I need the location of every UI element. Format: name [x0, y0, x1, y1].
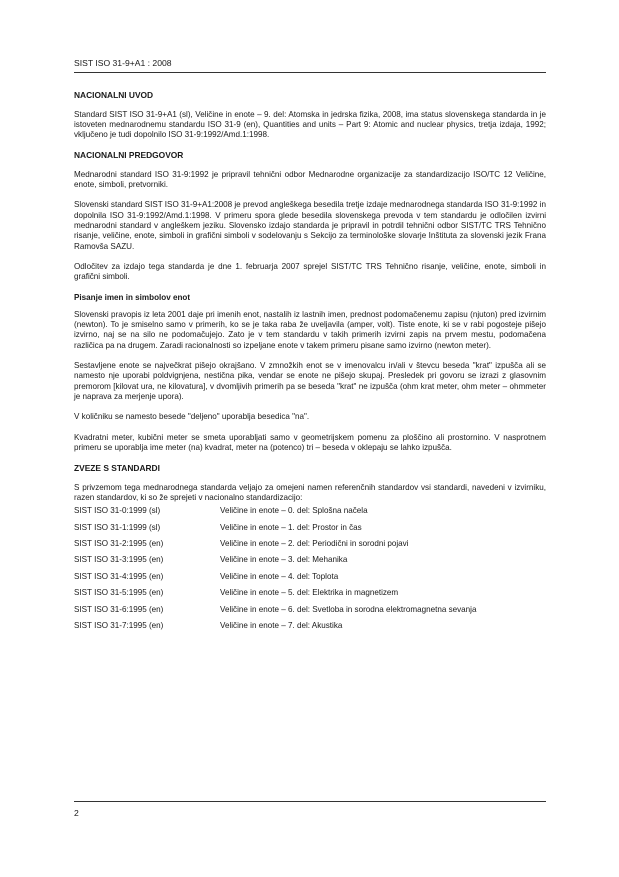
page-number: 2	[74, 808, 79, 818]
standard-title: Veličine in enote – 6. del: Svetloba in sorodna elektromagnetna sevanja	[220, 604, 477, 614]
standard-row	[74, 539, 546, 555]
standard-row	[74, 621, 546, 637]
pisanje-paragraph-2: Sestavljene enote se največkrat pišejo okrajšano. V zmnožkih enot se v imenovalcu in/ali v števcu beseda "krat" izpušča ali se namesto nje uporabi poldvignjena, nestična pika, vendar se enote ne pišejo skupaj. Presledek pri govoru se izrazi z glasovnim premorom [kilovat ura, ne kilovatura], v dvomljivih primerih pa se beseda "krat" ne izpušča (ohm krat meter, ohm meter – ohmmeter je naprava za merjenje upora).	[74, 361, 546, 401]
running-header: SIST ISO 31-9+A1 : 2008	[74, 58, 172, 68]
standard-row	[74, 588, 546, 604]
pisanje-paragraph-4: Kvadratni meter, kubični meter se smeta uporabljati samo v geometrijskem pomenu za ploščino ali prostornino. V nasprotnem primeru se uporablja ime meter (na) kvadrat, meter na (potenco) tri – beseda v oklepaju se lahko izpušča.	[74, 432, 546, 452]
standard-title: Veličine in enote – 7. del: Akustika	[220, 620, 343, 630]
heading-pisanje-imen: Pisanje imen in simbolov enot	[74, 292, 191, 302]
pisanje-paragraph-1: Slovenski pravopis iz leta 2001 daje pri imenih enot, nastalih iz lastnih imen, prednost podomačenemu zapisu (njuton) pred izvirnim (newton). To je smiselno samo v primerih, ko se je taka raba že uveljavila (amper, volt). Tiste enote, ki se v rabi pogosteje pišejo izvirno, naj se na silo ne podomačujejo. Zato je v tem standardu v takih primerih izvirni zapis na prvem mestu, podomačena različica pa na drugem. Zaradi racionalnosti so izpeljane enote v takem primeru pisane samo izvirno (newton meter).	[74, 309, 546, 350]
heading-nacionalni-uvod: NACIONALNI UVOD	[74, 90, 154, 100]
footer-divider	[74, 801, 546, 802]
standard-row	[74, 506, 546, 522]
standard-row	[74, 555, 546, 571]
heading-nacionalni-predgovor: NACIONALNI PREDGOVOR	[74, 150, 184, 161]
standard-code: SIST ISO 31-1:1999 (sl)	[74, 522, 161, 532]
heading-zveze-s-standardi: ZVEZE S STANDARDI	[74, 463, 160, 474]
standard-code: SIST ISO 31-7:1995 (en)	[74, 620, 164, 630]
standard-row	[74, 572, 546, 588]
standard-code: SIST ISO 31-3:1995 (en)	[74, 555, 164, 565]
standard-code: SIST ISO 31-0:1999 (sl)	[74, 506, 161, 516]
standard-title: Veličine in enote – 2. del: Periodični in sorodni pojavi	[220, 539, 409, 548]
zveze-paragraph-1: S privzemom tega mednarodnega standarda veljajo za omejeni namen referenčnih standardov vsi standardi, navedeni v izvirniku, razen standardov, ki so že sprejeti v nacionalno standardizacijo:	[74, 482, 546, 502]
standard-title: Veličine in enote – 3. del: Mehanika	[220, 555, 348, 565]
predgovor-paragraph-1: Mednarodni standard ISO 31-9:1992 je pripravil tehnični odbor Mednarodne organizacije za standardizacijo ISO/TC 12 Veličine, enote, simboli, pretvorniki.	[74, 169, 546, 190]
predgovor-paragraph-3: Odločitev za izdajo tega standarda je dne 1. februarja 2007 sprejel SIST/TC TRS Tehnično risanje, veličine, enote, simboli in grafični simboli.	[74, 261, 546, 282]
standard-title: Veličine in enote – 5. del: Elektrika in magnetizem	[220, 588, 399, 598]
standard-code: SIST ISO 31-5:1995 (en)	[74, 588, 164, 598]
page-content	[74, 90, 546, 637]
standard-code: SIST ISO 31-2:1995 (en)	[74, 539, 164, 548]
standard-title: Veličine in enote – 0. del: Splošna načela	[220, 506, 368, 516]
standard-title: Veličine in enote – 1. del: Prostor in čas	[220, 522, 362, 532]
standards-list	[74, 506, 546, 637]
standard-title: Veličine in enote – 4. del: Toplota	[220, 571, 339, 581]
standard-code: SIST ISO 31-6:1995 (en)	[74, 604, 164, 614]
standard-row	[74, 605, 546, 621]
header-divider	[74, 72, 546, 73]
predgovor-paragraph-2: Slovenski standard SIST ISO 31-9+A1:2008 je prevod angleškega besedila tretje izdaje mednarodnega standarda ISO 31-9:1992 in dopolnila ISO 31-9:1992/Amd.1:1998. V primeru spora glede besedila slovenskega prevoda v tem standardu je odločilen izvirni mednarodni standard v angleškem jeziku. Slovensko izdajo standarda je pripravil in potrdil tehnični odbor SIST/TC TRS Tehnično risanje, veličine, enote, simboli in grafični simboli v sodelovanju s Sekcijo za terminološke slovarje Inštituta za slovenski jezik Frana Ramovša SAZU.	[74, 200, 546, 251]
standard-row	[74, 523, 546, 539]
standard-code: SIST ISO 31-4:1995 (en)	[74, 571, 164, 581]
pisanje-paragraph-3: V količniku se namesto besede "deljeno" uporablja besedica "na".	[74, 412, 310, 422]
uvod-paragraph-1: Standard SIST ISO 31-9+A1 (sl), Veličine in enote – 9. del: Atomska in jedrska fizika, 2008, ima status slovenskega standarda in je istoveten mednarodnemu standardu ISO 31-9 (en), Quantities and units – Part 9: Atomic and nuclear physics, tretja izdaja, 1992; vključeno je tudi dopolnilo ISO 31-9:1992/Amd.1:1998.	[74, 109, 546, 140]
